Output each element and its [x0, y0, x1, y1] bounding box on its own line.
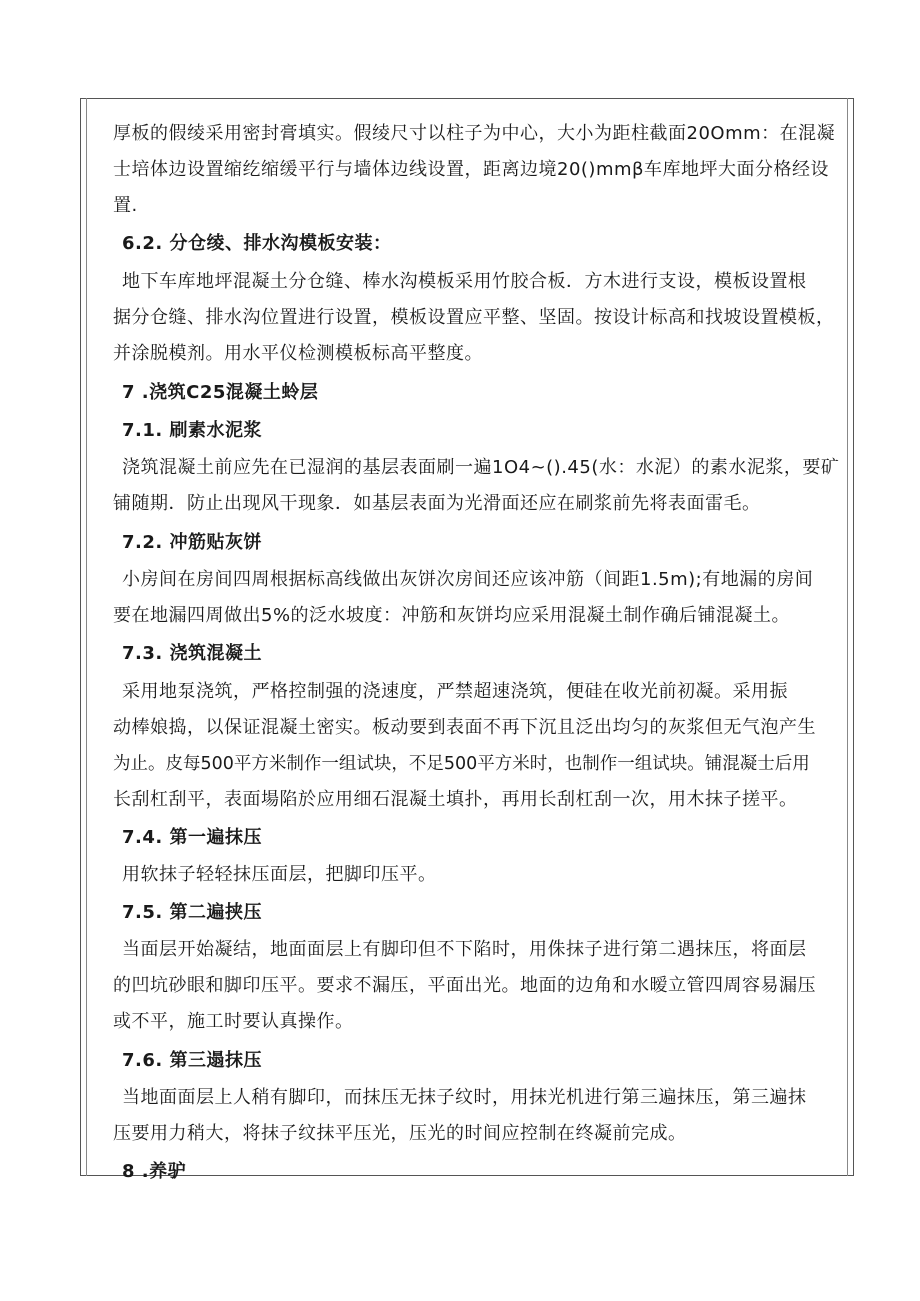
- paragraph-line: 浇筑混凝土前应先在已湿润的基层表面刷一遍1O4~().45(水：水泥）的素水泥浆，要矿: [122, 457, 840, 478]
- paragraph-line: 地下车库地坪混凝土分仓缝、棒水沟模板采用竹胶合板．方木进行支设，模板设置根: [122, 271, 807, 292]
- paragraph-line: 置.: [113, 195, 138, 216]
- paragraph-line: 士培体边设置缩纥缩缓平行与墙体边线设置，距离边境20()mmβ车库地坪大面分格经设: [113, 159, 830, 180]
- section-heading-8: 8 .养驴: [122, 1161, 187, 1182]
- paragraph-line: 采用地泵浇筑，严格控制强的浇速度，严禁超速浇筑，便硅在收光前初凝。采用振: [122, 681, 788, 702]
- paragraph-line: 用软抹子轻轻抹压面层，把脚印压平。: [122, 864, 437, 885]
- paragraph-line: 动棒娘捣，以保证混凝土密实。板动要到表面不再下沉且泛出均匀的灰浆但无气泡产生: [113, 717, 816, 738]
- paragraph-line: 据分仓缝、排水沟位置进行设置，模板设置应平整、坚固。按设计标高和找坡设置模板，: [113, 307, 835, 328]
- section-heading-7-4: 7.4. 第一遍抹压: [122, 827, 262, 848]
- paragraph-line: 小房间在房间四周根据标高线做出灰饼次房间还应该冲筋（间距1.5m);有地漏的房间: [122, 569, 814, 590]
- section-heading-7-6: 7.6. 第三遢抹压: [122, 1050, 262, 1071]
- section-heading-6-2: 6.2. 分仓绫、排水沟模板安装：: [122, 233, 392, 254]
- section-heading-7-3: 7.3. 浇筑混凝土: [122, 643, 262, 664]
- paragraph-line: 铺随期．防止出现风干现象．如基层表面为光滑面还应在刷浆前先将表面雷毛。: [113, 493, 761, 514]
- paragraph-line: 并涂脱模剂。用水平仪检测模板标高平整度。: [113, 343, 483, 364]
- paragraph-line: 或不平，施工时要认真操作。: [113, 1011, 354, 1032]
- section-heading-7-2: 7.2. 冲筋贴灰饼: [122, 532, 262, 553]
- paragraph-line: 当面层开始凝结，地面面层上有脚印但不下陷时，用侏抹子进行第二遇抹压，将面层: [122, 939, 807, 960]
- paragraph-line: 厚板的假绫采用密封膏填实。假绫尺寸以柱子为中心，大小为距柱截面20Omm：在混凝: [113, 123, 836, 144]
- section-heading-7-1: 7.1. 刷素水泥浆: [122, 420, 262, 441]
- paragraph-line: 压要用力稍大，将抹子纹抹平压光，压光的时间应控制在终凝前完成。: [113, 1123, 687, 1144]
- paragraph-line: 为止。皮每500平方米制作一组试块，不足500平方米时，也制作一组试块。铺混凝士后用: [113, 754, 810, 774]
- section-heading-7-5: 7.5. 第二遍挟压: [122, 902, 262, 923]
- paragraph-line: 要在地漏四周做出5%的泛水坡度：冲筋和灰饼均应采用混凝土制作确后铺混凝土。: [113, 605, 791, 626]
- paragraph-line: 长刮杠刮平，表面場陷於应用细石混凝土填扑，再用长刮杠刮一次，用木抹子搓平。: [113, 789, 798, 810]
- section-heading-7: 7 .浇筑C25混凝土蛉层: [122, 382, 319, 403]
- paragraph-line: 的凹坑砂眼和脚印压平。要求不漏压，平面出光。地面的边角和水暧立管四周容易漏压: [113, 975, 816, 996]
- paragraph-line: 当地面面层上人稍有脚印，而抹压无抹子纹时，用抹光机进行第三遍抹压，第三遍抹: [122, 1087, 807, 1108]
